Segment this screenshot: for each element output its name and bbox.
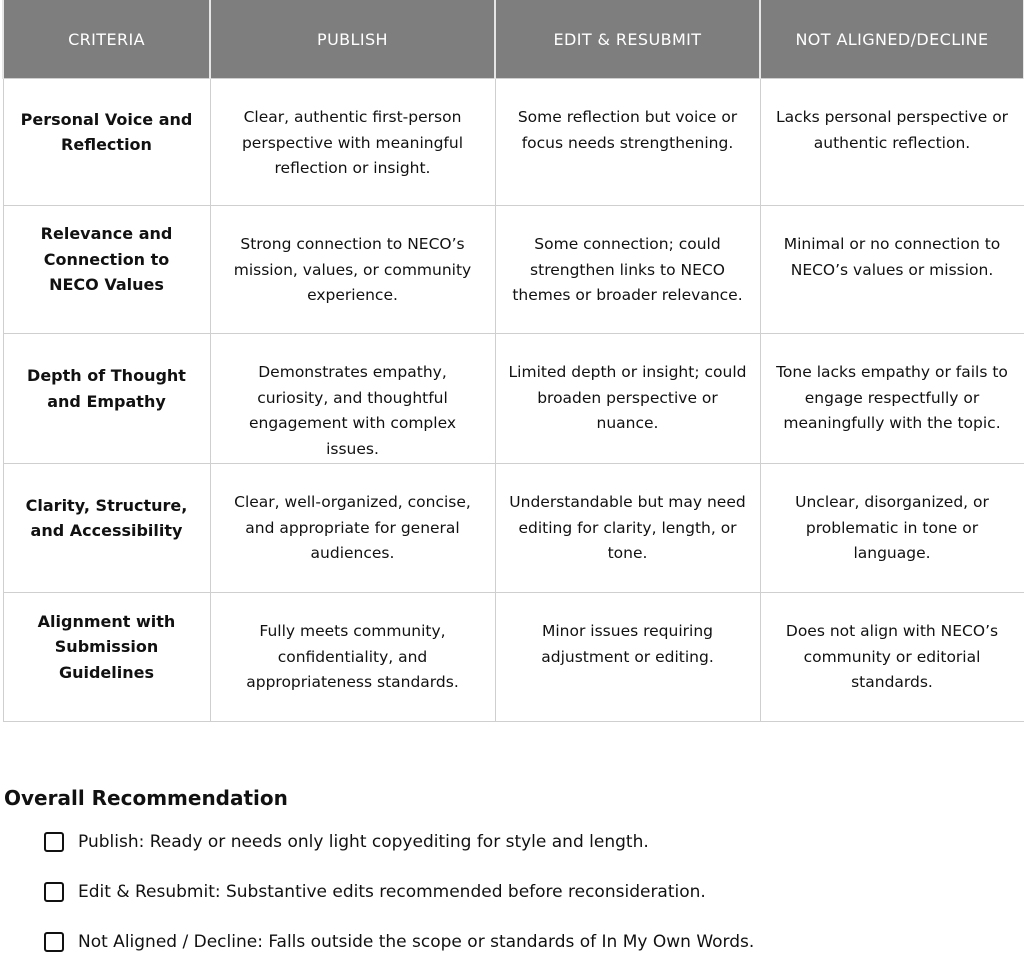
criteria-cell <box>3 464 210 593</box>
table-row <box>3 464 1024 593</box>
decline-cell: Tone lacks empathy or fails to engage respectfully or meaningfully with the topic. <box>760 334 1024 464</box>
option-publish[interactable] <box>44 829 754 855</box>
publish-cell: Clear, well-organized, concise, and appropriate for general audiences. <box>210 464 495 593</box>
column-header-publish: PUBLISH <box>210 0 495 79</box>
criteria-cell <box>3 334 210 464</box>
option-publish-label: Publish: Ready or needs only light copyediting for style and length. <box>78 832 649 852</box>
table-row <box>3 206 1024 334</box>
criteria-label: Personal Voice and Reflection <box>20 109 193 154</box>
edit-cell: Understandable but may need editing for clarity, length, or tone. <box>495 464 760 593</box>
edit-cell: Some connection; could strengthen links to NECO themes or broader relevance. <box>495 206 760 334</box>
option-not-aligned-label: Not Aligned / Decline: Falls outside the scope or standards of In My Own Words. <box>78 932 755 952</box>
edit-cell: Limited depth or insight; could broaden perspective or nuance. <box>495 334 760 464</box>
decline-cell: Minimal or no connection to NECO’s values or mission. <box>760 206 1024 334</box>
option-edit-resubmit[interactable] <box>44 879 754 905</box>
table-row <box>3 334 1024 464</box>
publish-cell: Demonstrates empathy, curiosity, and thoughtful engagement with complex issues. <box>210 334 495 464</box>
not-aligned-checkbox[interactable] <box>44 932 64 952</box>
criteria-cell <box>3 593 210 722</box>
edit-cell: Minor issues requiring adjustment or editing. <box>495 593 760 722</box>
criteria-label: Clarity, Structure, and Accessibility <box>25 495 188 540</box>
edit-resubmit-checkbox[interactable] <box>44 882 64 902</box>
option-edit-resubmit-label: Edit & Resubmit: Substantive edits recommended before reconsideration. <box>78 882 706 902</box>
criteria-cell <box>3 206 210 334</box>
option-not-aligned[interactable] <box>44 929 754 955</box>
recommendation-options <box>44 829 754 979</box>
table-header-row <box>3 0 1024 79</box>
criteria-cell <box>3 79 210 206</box>
rubric-table <box>2 0 1024 722</box>
table-row <box>3 79 1024 206</box>
publish-checkbox[interactable] <box>44 832 64 852</box>
table-row <box>3 593 1024 722</box>
decline-cell: Lacks personal perspective or authentic reflection. <box>760 79 1024 206</box>
edit-cell: Some reflection but voice or focus needs strengthening. <box>495 79 760 206</box>
decline-cell: Unclear, disorganized, or problematic in tone or language. <box>760 464 1024 593</box>
column-header-edit-resubmit: EDIT & RESUBMIT <box>495 0 760 79</box>
publish-cell: Fully meets community, confidentiality, and appropriateness standards. <box>210 593 495 722</box>
overall-recommendation-title: Overall Recommendation <box>4 786 288 810</box>
publish-cell: Clear, authentic first-person perspective with meaningful reflection or insight. <box>210 79 495 206</box>
column-header-not-aligned: NOT ALIGNED/DECLINE <box>760 0 1024 79</box>
column-header-criteria: CRITERIA <box>3 0 210 79</box>
publish-cell: Strong connection to NECO’s mission, values, or community experience. <box>210 206 495 334</box>
criteria-label: Alignment with Submission Guidelines <box>37 611 176 682</box>
criteria-label: Depth of Thought and Empathy <box>27 366 186 411</box>
criteria-label: Relevance and Connection to NECO Values <box>40 224 173 295</box>
decline-cell: Does not align with NECO’s community or editorial standards. <box>760 593 1024 722</box>
